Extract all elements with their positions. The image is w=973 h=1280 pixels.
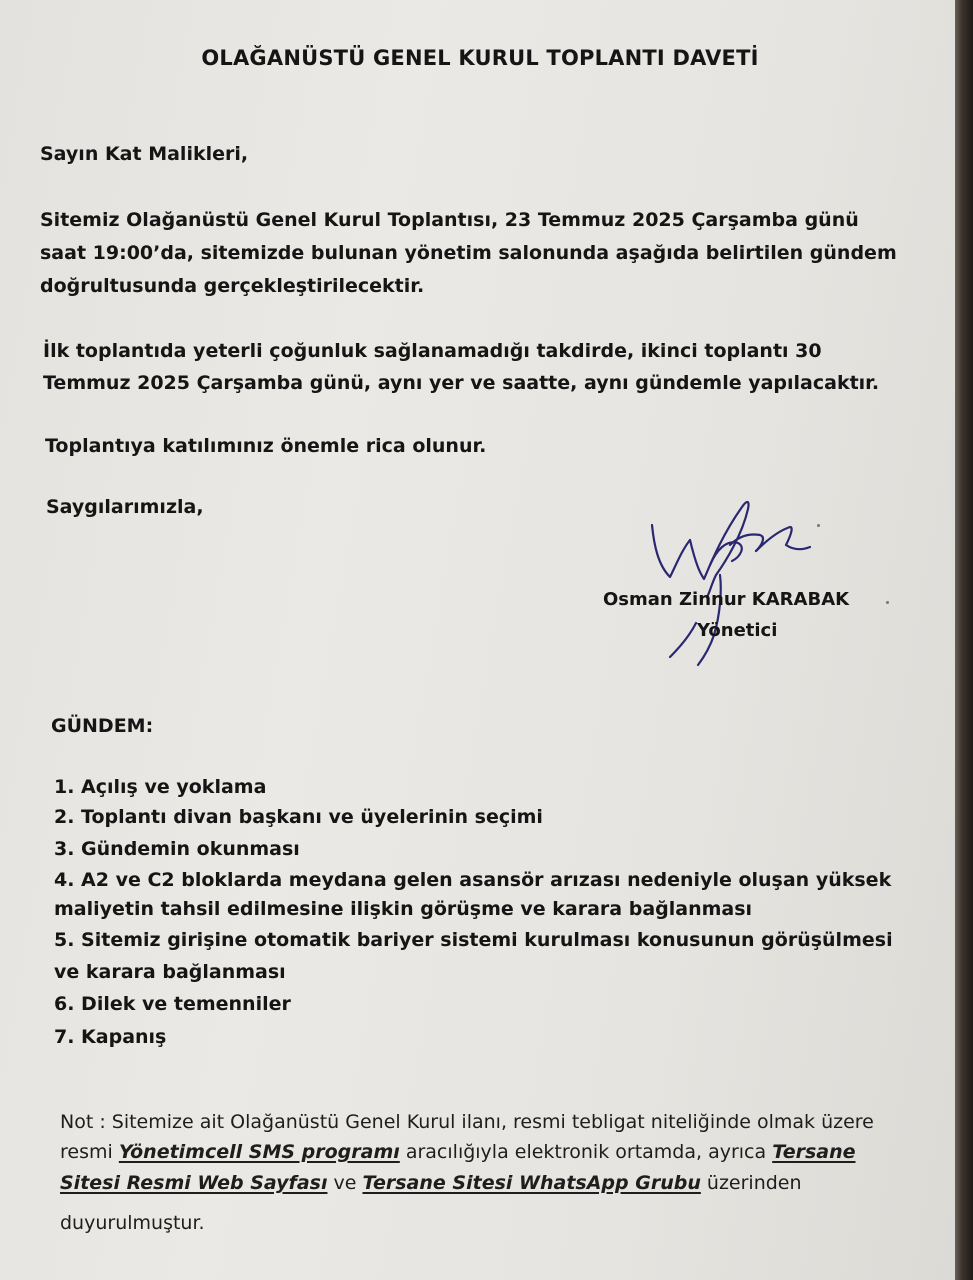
ink-dot xyxy=(817,524,820,527)
agenda-item-7: 7. Kapanış xyxy=(54,1026,167,1048)
note-text: aracılığıyla elektronik ortamda, ayrıca xyxy=(399,1141,773,1163)
paragraph2-line1: İlk toplantıda yeterli çoğunluk sağlanamadığı takdirde, ikinci toplantı 30 xyxy=(43,340,822,362)
agenda-item-6: 6. Dilek ve temenniler xyxy=(54,993,291,1015)
note-text: üzerinden xyxy=(700,1172,802,1194)
agenda-item-4-line2: maliyetin tahsil edilmesine ilişkin görüşme ve karara bağlanması xyxy=(54,898,753,920)
document-title: OLAĞANÜSTÜ GENEL KURUL TOPLANTI DAVETİ xyxy=(201,46,759,70)
agenda-item-5-line2: ve karara bağlanması xyxy=(54,961,286,983)
paragraph2-line2: Temmuz 2025 Çarşamba günü, aynı yer ve saatte, aynı gündemle yapılacaktır. xyxy=(43,372,880,394)
signer-name: Osman Zinnur KARABAK xyxy=(603,589,850,610)
note-text: ve xyxy=(327,1172,363,1194)
paragraph1-line1: Sitemiz Olağanüstü Genel Kurul Toplantısı, 23 Temmuz 2025 Çarşamba günü xyxy=(40,209,859,231)
agenda-item-2: 2. Toplantı divan başkanı ve üyelerinin seçimi xyxy=(54,806,543,828)
link-tersane-web-part2: Sitesi Resmi Web Sayfası xyxy=(60,1172,328,1194)
ink-dot xyxy=(886,601,889,604)
agenda-item-1: 1. Açılış ve yoklama xyxy=(54,776,267,798)
link-yonetimcell-sms: Yönetimcell SMS programı xyxy=(118,1141,400,1163)
agenda-heading: GÜNDEM: xyxy=(51,715,154,737)
paragraph1-line3: doğrultusunda gerçekleştirilecektir. xyxy=(40,275,425,297)
note-line1: Not : Sitemize ait Olağanüstü Genel Kurul ilanı, resmi tebligat niteliğinde olmak üzere xyxy=(60,1111,874,1133)
handwritten-signature xyxy=(630,495,830,670)
signer-role: Yönetici xyxy=(697,620,778,641)
link-tersane-web-part1: Tersane xyxy=(772,1141,856,1163)
agenda-item-5-line1: 5. Sitemiz girişine otomatik bariyer sistemi kurulması konusunun görüşülmesi xyxy=(54,929,893,951)
closing: Saygılarımızla, xyxy=(46,496,204,518)
paragraph3: Toplantıya katılımınız önemle rica olunur. xyxy=(45,435,487,457)
note-line4: duyurulmuştur. xyxy=(60,1212,205,1234)
agenda-item-4-line1: 4. A2 ve C2 bloklarda meydana gelen asansör arızası nedeniyle oluşan yüksek xyxy=(54,869,892,891)
salutation: Sayın Kat Malikleri, xyxy=(40,143,249,165)
note-line2 xyxy=(60,1141,856,1163)
paper-shadow-edge xyxy=(955,0,973,1280)
paragraph1-line2: saat 19:00’da, sitemizde bulunan yönetim salonunda aşağıda belirtilen gündem xyxy=(40,242,897,264)
agenda-item-3: 3. Gündemin okunması xyxy=(54,838,300,860)
note-line3 xyxy=(60,1172,802,1194)
link-tersane-whatsapp: Tersane Sitesi WhatsApp Grubu xyxy=(362,1172,701,1194)
note-text: resmi xyxy=(60,1141,119,1163)
